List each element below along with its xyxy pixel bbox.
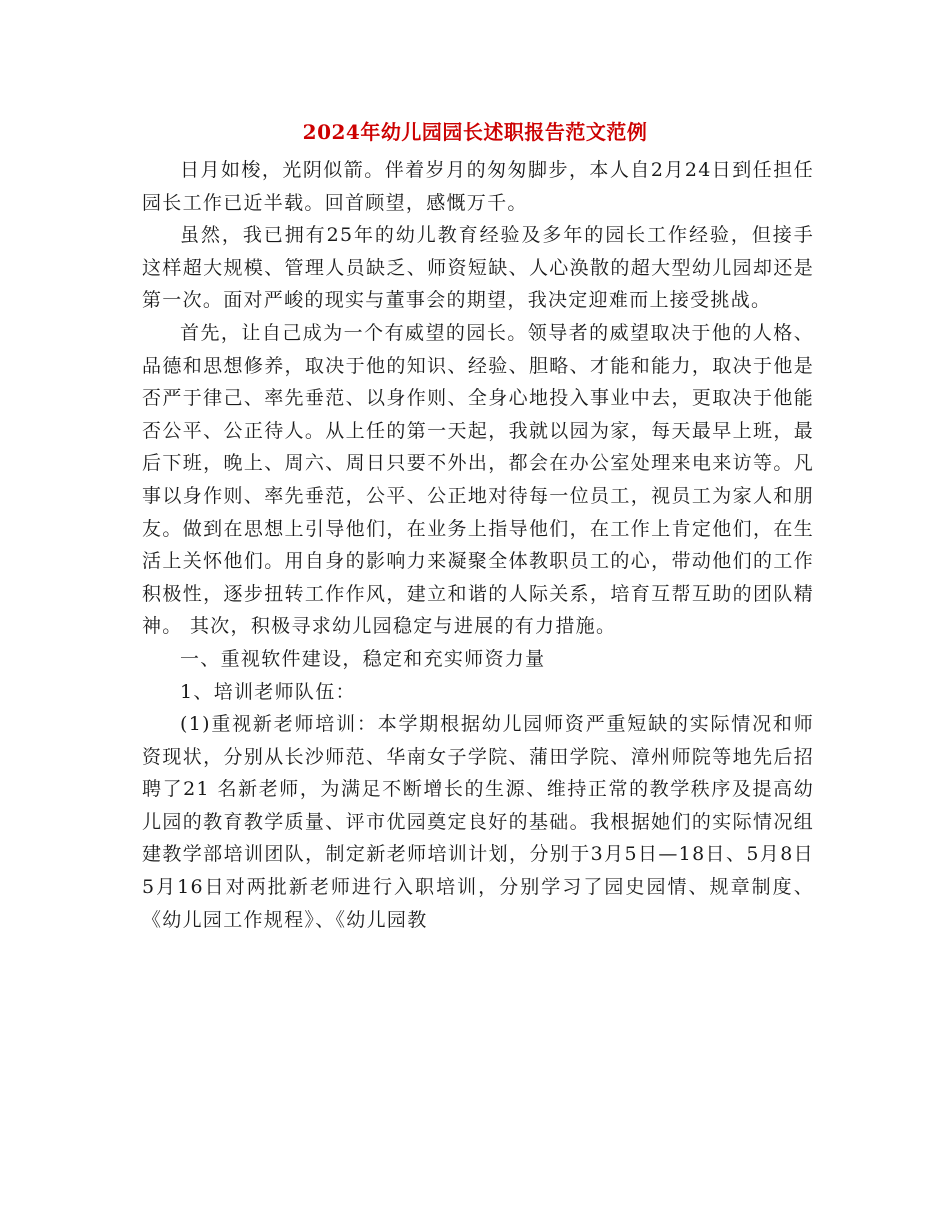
paragraph-prestige: 首先，让自己成为一个有威望的园长。领导者的威望取决于他的人格、品德和思想修养，取决于他的知识、经验、胆略、才能和能力，取决于他是否严于律己、率先垂范、以身作则、全身心地投入事业中去，更取决于他能否公平、公正待人。从上任的第一天起，我就以园为家，每天最早上班，最后下班，晚上、周六、周日只要不外出，都会在办公室处理来电来访等。凡事以身作则、率先垂范，公平、公正地对待每一位员工，视员工为家人和朋友。做到在思想上引导他们，在业务上指导他们，在工作上肯定他们，在生活上关怀他们。用自身的影响力来凝聚全体教职员工的心，带动他们的工作积极性，逐步扭转工作作风，建立和谐的人际关系，培育互帮互助的团队精神。 其次，积极寻求幼儿园稳定与进展的有力措施。 (142, 321, 814, 638)
document-title: 2024年幼儿园园长述职报告范文范例 (302, 120, 648, 144)
paragraph-intro: 日月如梭，光阴似箭。伴着岁月的匆匆脚步，本人自2月24日到任担任园长工作已近半载。回首顾望，感慨万千。 (142, 159, 814, 214)
paragraph-new-teacher-training: (1)重视新老师培训：本学期根据幼儿园师资严重短缺的实际情况和师资现状，分别从长沙师范、华南女子学院、蒲田学院、漳州师院等地先后招聘了21 名新老师，为满足不断增长的生源、维持正常的教学秩序及提高幼儿园的教育教学质量、评市优园奠定良好的基础。我根据她们的实际情况组建教学部培训团队，制定新老师培训计划，分别于3月5日—18日、5月8日5月16日对两批新老师进行入职培训，分别学习了园史园情、规章制度、《幼儿园工作规程》、《幼儿园教 (142, 713, 814, 931)
subsection-heading-1: 1、培训老师队伍： (180, 680, 356, 703)
document-body (142, 154, 814, 936)
section-heading-1: 一、重视软件建设，稳定和充实师资力量 (180, 647, 546, 670)
paragraph-experience: 虽然，我已拥有25年的幼儿教育经验及多年的园长工作经验，但接手这样超大规模、管理人员缺乏、师资短缺、人心涣散的超大型幼儿园却还是第一次。面对严峻的现实与董事会的期望，我决定迎难而上接受挑战。 (142, 224, 814, 312)
